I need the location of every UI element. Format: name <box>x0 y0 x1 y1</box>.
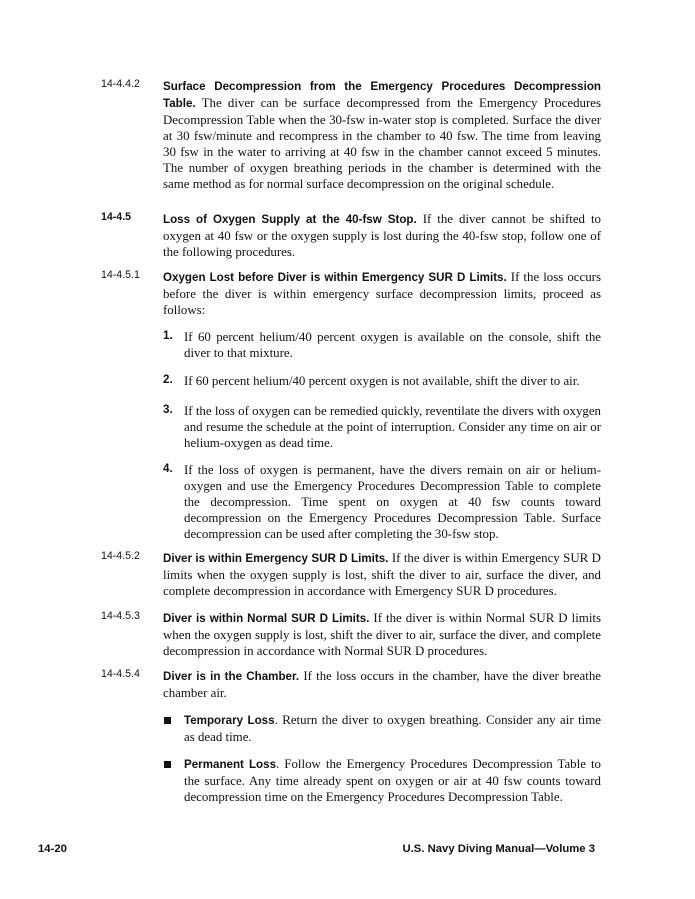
section-14-4-5 <box>101 211 601 260</box>
footer-title: U.S. Navy Diving Manual—Volume 3 <box>402 843 595 855</box>
section-text: The diver can be surface decompressed from the Emergency Procedures Decompression Table when the 30-fsw in-water stop is completed. Surface the diver at 30 fsw/minute and recompress in the chamber to 40 fsw. The time from leaving 30 fsw in the water to arriving at 40 fsw in the chamber cannot exceed 5 minutes. The number of oxygen breathing periods in the chamber is determined with the same method as for normal surface decompression on the original schedule. <box>163 96 601 191</box>
list-item <box>163 329 601 361</box>
section-heading: Diver is within Emergency SUR D Limits. <box>163 552 389 565</box>
section-number: 14-4.5 <box>101 211 132 223</box>
section-text: If the diver is within Emergency SUR D limits when the oxygen supply is lost, shift the diver to air, surface the diver, and complete decompression in accordance with Emergency SUR D procedures. <box>163 551 601 598</box>
section-number: 14-4.5.2 <box>101 550 140 562</box>
section-number: 14-4.5.3 <box>101 610 140 622</box>
bullet-square-icon <box>164 761 171 768</box>
section-14-4-5-1 <box>101 269 601 318</box>
section-14-4-4-2 <box>101 78 601 192</box>
list-item-text: If the loss of oxygen can be remedied quickly, reventilate the divers with oxygen and resume the schedule at the point of interruption. Consider any time on air or helium-oxygen as dead time. <box>184 404 601 450</box>
section-number: 14-4.4.2 <box>101 78 140 90</box>
section-heading: Surface Decompression from the Emergency Procedures Decompression Table. <box>163 80 601 110</box>
section-heading: Diver is within Normal SUR D Limits. <box>163 612 370 625</box>
list-item <box>163 373 601 389</box>
bullet-label: Temporary Loss <box>184 714 275 727</box>
list-item <box>163 462 601 542</box>
section-14-4-5-4 <box>101 668 601 701</box>
list-marker: 2. <box>163 373 173 386</box>
footer-page-number: 14-20 <box>38 843 67 855</box>
section-text: If the diver cannot be shifted to oxygen at 40 fsw or the oxygen supply is lost during the 40-fsw stop, follow one of the following procedures. <box>163 212 601 259</box>
section-heading: Oxygen Lost before Diver is within Emergency SUR D Limits. <box>163 271 507 284</box>
section-text: If the loss occurs before the diver is within emergency surface decompression limits, proceed as follows: <box>163 270 601 317</box>
section-14-4-5-2 <box>101 550 601 599</box>
bullet-label: Permanent Loss <box>184 758 277 771</box>
section-heading: Diver is in the Chamber. <box>163 670 300 683</box>
list-item-text: If the loss of oxygen is permanent, have the divers remain on air or helium-oxygen and use the Emergency Procedures Decompression Table to complete the decompression. Time spent on oxygen at 40 fsw counts toward decompression on the Emergency Procedures Decompression Table. Surface decompression can be used after completing the 30-fsw stop. <box>184 463 601 541</box>
section-text: If the loss occurs in the chamber, have the diver breathe chamber air. <box>163 669 601 700</box>
list-item-text: If 60 percent helium/40 percent oxygen is available on the console, shift the diver to that mixture. <box>184 330 601 360</box>
bullet-text: . Follow the Emergency Procedures Decompression Table to the surface. Any time already spent on oxygen or air at 40 fsw counts toward decompression time on the Emergency Procedures Decompression Table. <box>184 757 601 804</box>
bullet-item <box>163 712 601 745</box>
bullet-square-icon <box>164 717 171 724</box>
section-number: 14-4.5.1 <box>101 269 140 281</box>
section-14-4-5-3 <box>101 610 601 659</box>
list-marker: 3. <box>163 403 173 416</box>
section-number: 14-4.5.4 <box>101 668 140 680</box>
bullet-text: . Return the diver to oxygen breathing. Consider any air time as dead time. <box>184 713 602 744</box>
bullet-item <box>163 756 601 805</box>
list-marker: 1. <box>163 329 173 342</box>
list-marker: 4. <box>163 462 173 475</box>
list-item-text: If 60 percent helium/40 percent oxygen is not available, shift the diver to air. <box>184 374 580 388</box>
section-text: If the diver is within Normal SUR D limits when the oxygen supply is lost, shift the diver to air, surface the diver, and complete decompression in accordance with Normal SUR D procedures. <box>163 611 601 658</box>
list-item <box>163 403 601 451</box>
section-heading: Loss of Oxygen Supply at the 40-fsw Stop. <box>163 213 417 226</box>
